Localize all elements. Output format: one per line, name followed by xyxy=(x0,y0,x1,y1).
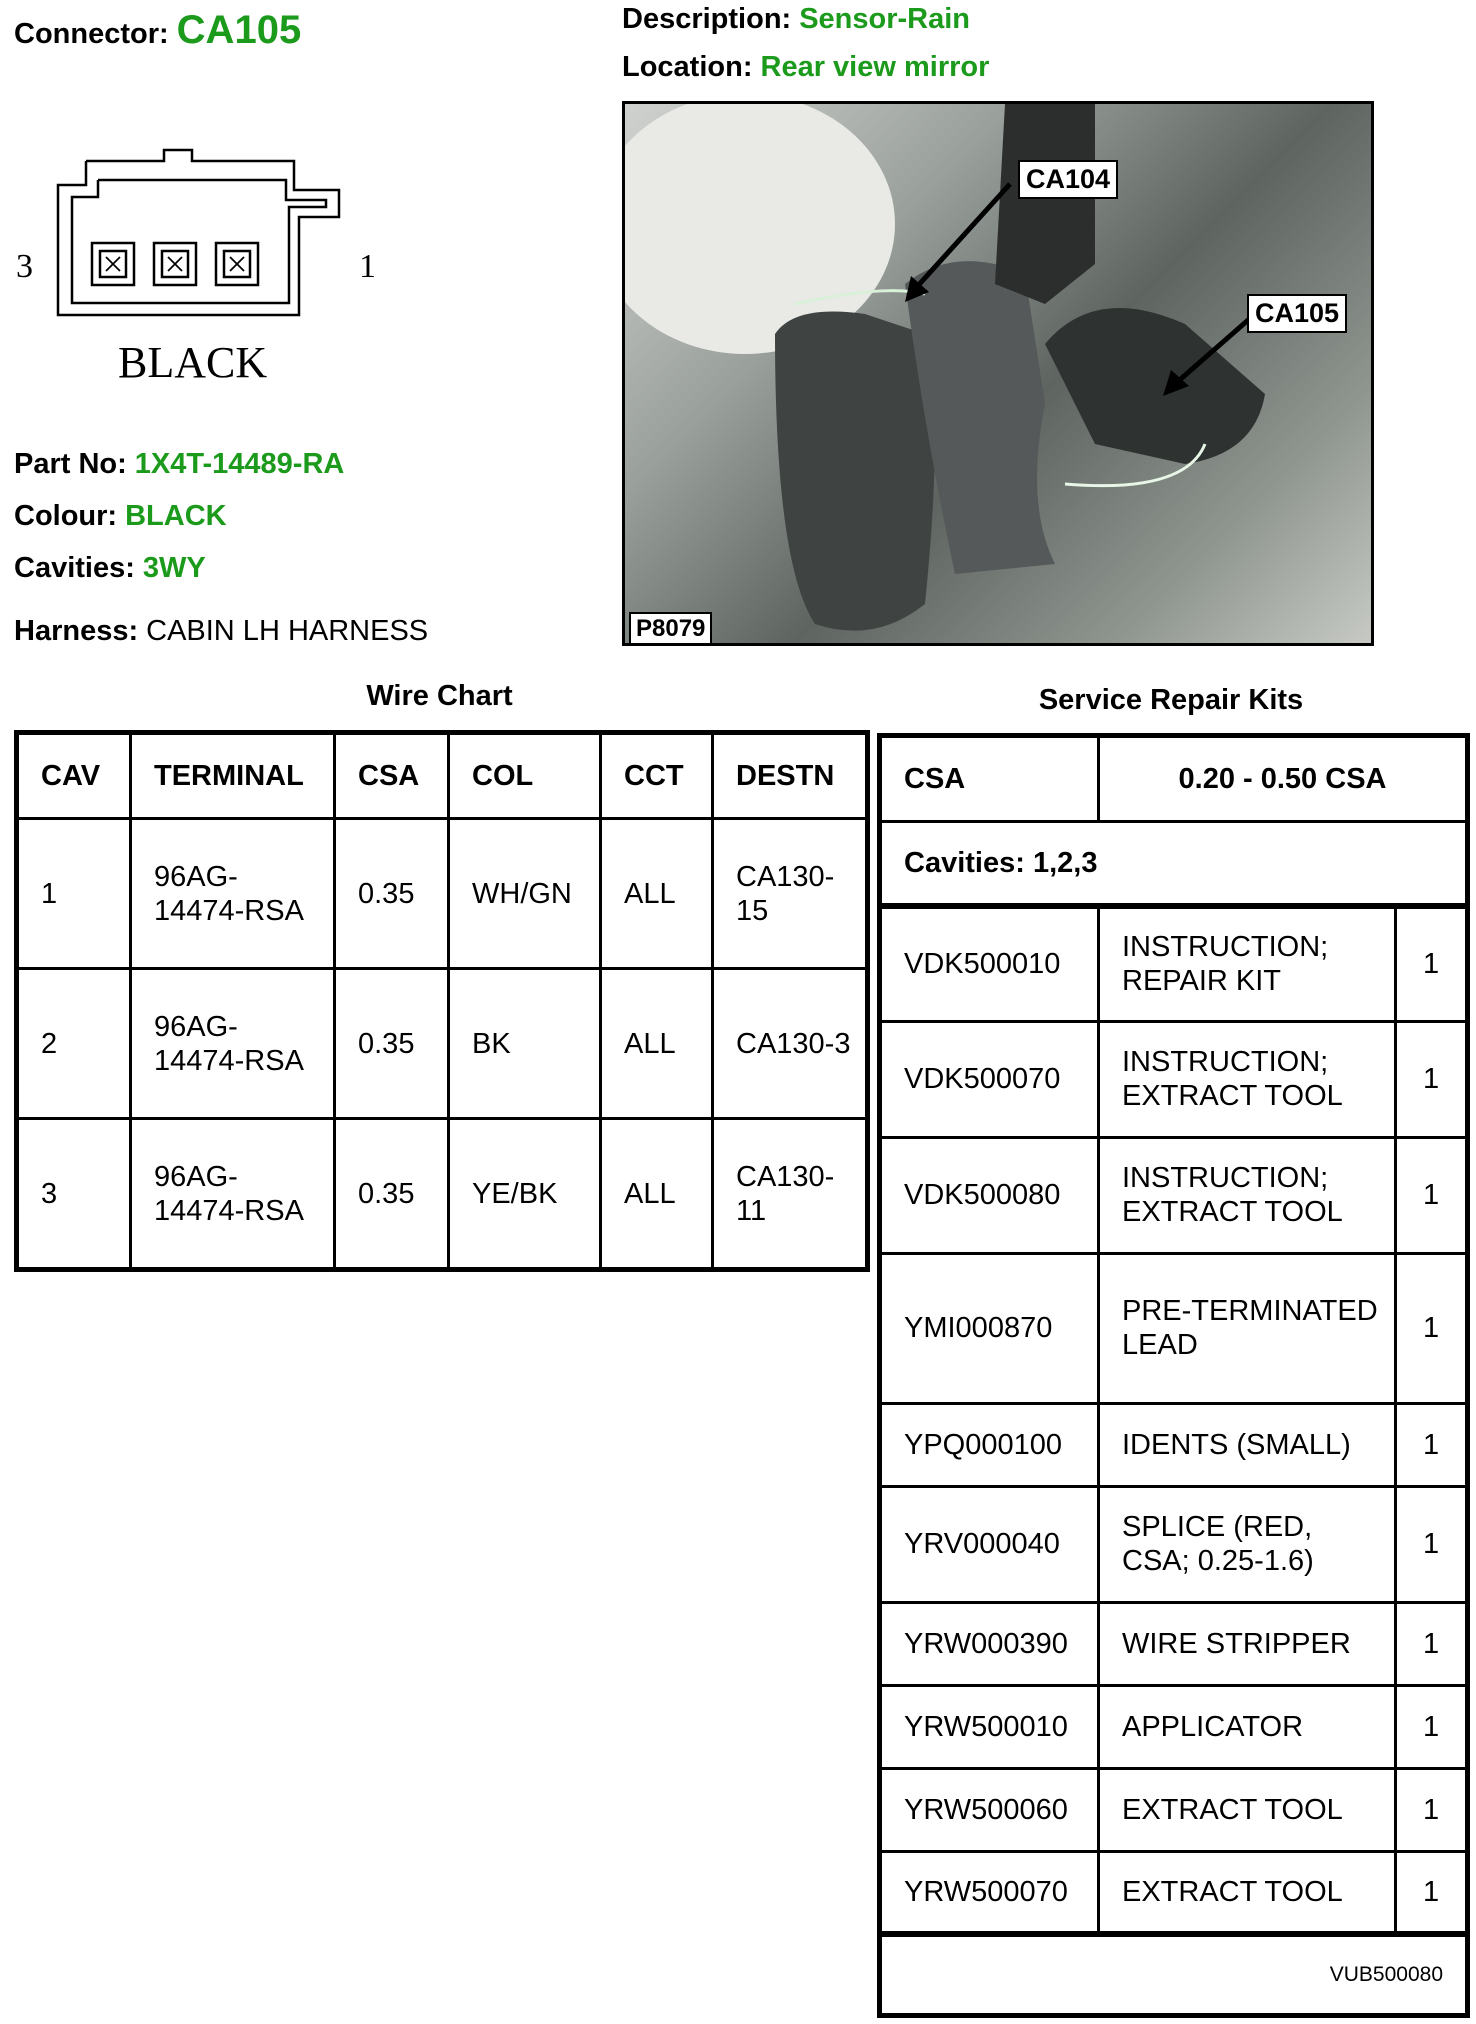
table-row xyxy=(880,906,1468,1021)
kit-part-no: YRW500070 xyxy=(880,1851,1099,1934)
table-row xyxy=(880,1768,1468,1851)
service-kits-table xyxy=(877,733,1470,2018)
description-label: Description: xyxy=(622,3,792,35)
diagram-colour-label: BLACK xyxy=(118,338,268,387)
kit-description: PRE-TERMINATED LEAD xyxy=(1099,1253,1396,1403)
connector-field xyxy=(14,8,301,53)
location-field xyxy=(622,51,989,84)
kit-part-no: YMI000870 xyxy=(880,1253,1099,1403)
harness-field xyxy=(14,615,428,648)
kit-description: INSTRUCTION; EXTRACT TOOL xyxy=(1099,1021,1396,1137)
table-row xyxy=(880,1602,1468,1685)
cell-csa: 0.35 xyxy=(335,1119,449,1270)
kit-quantity: 1 xyxy=(1396,1768,1468,1851)
kit-part-no: YRW000390 xyxy=(880,1602,1099,1685)
location-photo xyxy=(622,101,1374,646)
cell-terminal: 96AG-14474-RSA xyxy=(131,819,335,969)
kits-header-range: 0.20 - 0.50 CSA xyxy=(1099,736,1468,822)
kit-part-no: VDK500080 xyxy=(880,1137,1099,1253)
kit-quantity: 1 xyxy=(1396,1602,1468,1685)
table-row xyxy=(880,1403,1468,1486)
colour-label: Colour: xyxy=(14,500,118,532)
table-row xyxy=(880,1137,1468,1253)
table-row xyxy=(17,969,868,1119)
kit-quantity: 1 xyxy=(1396,1253,1468,1403)
connector-label: Connector: xyxy=(14,18,169,50)
cell-col: WH/GN xyxy=(449,819,601,969)
colour-value: BLACK xyxy=(125,500,227,532)
wire-chart-title: Wire Chart xyxy=(366,680,513,712)
kit-quantity: 1 xyxy=(1396,906,1468,1021)
cell-destn: CA130-11 xyxy=(713,1119,868,1270)
cell-csa: 0.35 xyxy=(335,969,449,1119)
header-col: COL xyxy=(449,733,601,819)
kits-footer-row xyxy=(880,1934,1468,2016)
cell-cct: ALL xyxy=(601,819,713,969)
wire-chart-header-row xyxy=(17,733,868,819)
kit-part-no: YRW500010 xyxy=(880,1685,1099,1768)
kit-quantity: 1 xyxy=(1396,1137,1468,1253)
kit-description: SPLICE (RED, CSA; 0.25-1.6) xyxy=(1099,1486,1396,1602)
harness-value: CABIN LH HARNESS xyxy=(146,615,429,647)
cell-cav: 3 xyxy=(17,1119,131,1270)
service-kits-title: Service Repair Kits xyxy=(1038,684,1304,716)
table-row xyxy=(880,1685,1468,1768)
colour-field xyxy=(14,500,227,533)
kits-header-row xyxy=(880,736,1468,822)
kit-quantity: 1 xyxy=(1396,1685,1468,1768)
photo-callout-ca104: CA104 xyxy=(1018,160,1118,199)
cell-col: BK xyxy=(449,969,601,1119)
kit-description: EXTRACT TOOL xyxy=(1099,1851,1396,1934)
kit-part-no: YPQ000100 xyxy=(880,1403,1099,1486)
kits-footer: VUB500080 xyxy=(880,1934,1468,2016)
cavities-value: 3WY xyxy=(142,552,206,584)
header-destn: DESTN xyxy=(713,733,868,819)
kit-quantity: 1 xyxy=(1396,1486,1468,1602)
pin-3-label: 3 xyxy=(16,248,33,285)
header-csa: CSA xyxy=(335,733,449,819)
photo-tag: P8079 xyxy=(629,612,712,646)
header-cav: CAV xyxy=(17,733,131,819)
kit-part-no: VDK500070 xyxy=(880,1021,1099,1137)
cavities-label: Cavities: xyxy=(14,552,135,584)
cavities-field xyxy=(14,552,206,585)
table-row xyxy=(17,1119,868,1270)
cell-cav: 1 xyxy=(17,819,131,969)
kit-quantity: 1 xyxy=(1396,1403,1468,1486)
description-value: Sensor-Rain xyxy=(799,3,971,35)
location-label: Location: xyxy=(622,51,753,83)
description-field xyxy=(622,3,970,36)
part-no-value: 1X4T-14489-RA xyxy=(134,448,345,480)
kit-part-no: YRW500060 xyxy=(880,1768,1099,1851)
kit-description: INSTRUCTION; REPAIR KIT xyxy=(1099,906,1396,1021)
cell-cct: ALL xyxy=(601,1119,713,1270)
photo-illustration xyxy=(625,104,1374,646)
kits-header-csa: CSA xyxy=(880,736,1099,822)
header-cct: CCT xyxy=(601,733,713,819)
cell-col: YE/BK xyxy=(449,1119,601,1270)
cell-cav: 2 xyxy=(17,969,131,1119)
wire-chart-table xyxy=(14,730,870,1272)
connector-diagram xyxy=(14,145,394,405)
kits-cavities-row xyxy=(880,822,1468,907)
table-row xyxy=(17,819,868,969)
pin-1-label: 1 xyxy=(359,248,376,285)
kit-description: INSTRUCTION; EXTRACT TOOL xyxy=(1099,1137,1396,1253)
kit-quantity: 1 xyxy=(1396,1021,1468,1137)
cell-csa: 0.35 xyxy=(335,819,449,969)
kits-cavities: Cavities: 1,2,3 xyxy=(880,822,1468,907)
cell-destn: CA130-3 xyxy=(713,969,868,1119)
kit-description: IDENTS (SMALL) xyxy=(1099,1403,1396,1486)
kit-description: EXTRACT TOOL xyxy=(1099,1768,1396,1851)
photo-callout-ca105: CA105 xyxy=(1247,294,1347,333)
connector-value: CA105 xyxy=(176,8,302,52)
table-row xyxy=(880,1253,1468,1403)
location-value: Rear view mirror xyxy=(760,51,990,83)
kit-part-no: VDK500010 xyxy=(880,906,1099,1021)
kit-description: WIRE STRIPPER xyxy=(1099,1602,1396,1685)
part-no-field xyxy=(14,448,344,481)
part-no-label: Part No: xyxy=(14,448,127,480)
harness-label: Harness: xyxy=(14,615,139,647)
cell-terminal: 96AG-14474-RSA xyxy=(131,1119,335,1270)
kit-part-no: YRV000040 xyxy=(880,1486,1099,1602)
cell-cct: ALL xyxy=(601,969,713,1119)
kit-description: APPLICATOR xyxy=(1099,1685,1396,1768)
cell-destn: CA130-15 xyxy=(713,819,868,969)
table-row xyxy=(880,1486,1468,1602)
table-row xyxy=(880,1851,1468,1934)
cell-terminal: 96AG-14474-RSA xyxy=(131,969,335,1119)
table-row xyxy=(880,1021,1468,1137)
header-terminal: TERMINAL xyxy=(131,733,335,819)
kit-quantity: 1 xyxy=(1396,1851,1468,1934)
